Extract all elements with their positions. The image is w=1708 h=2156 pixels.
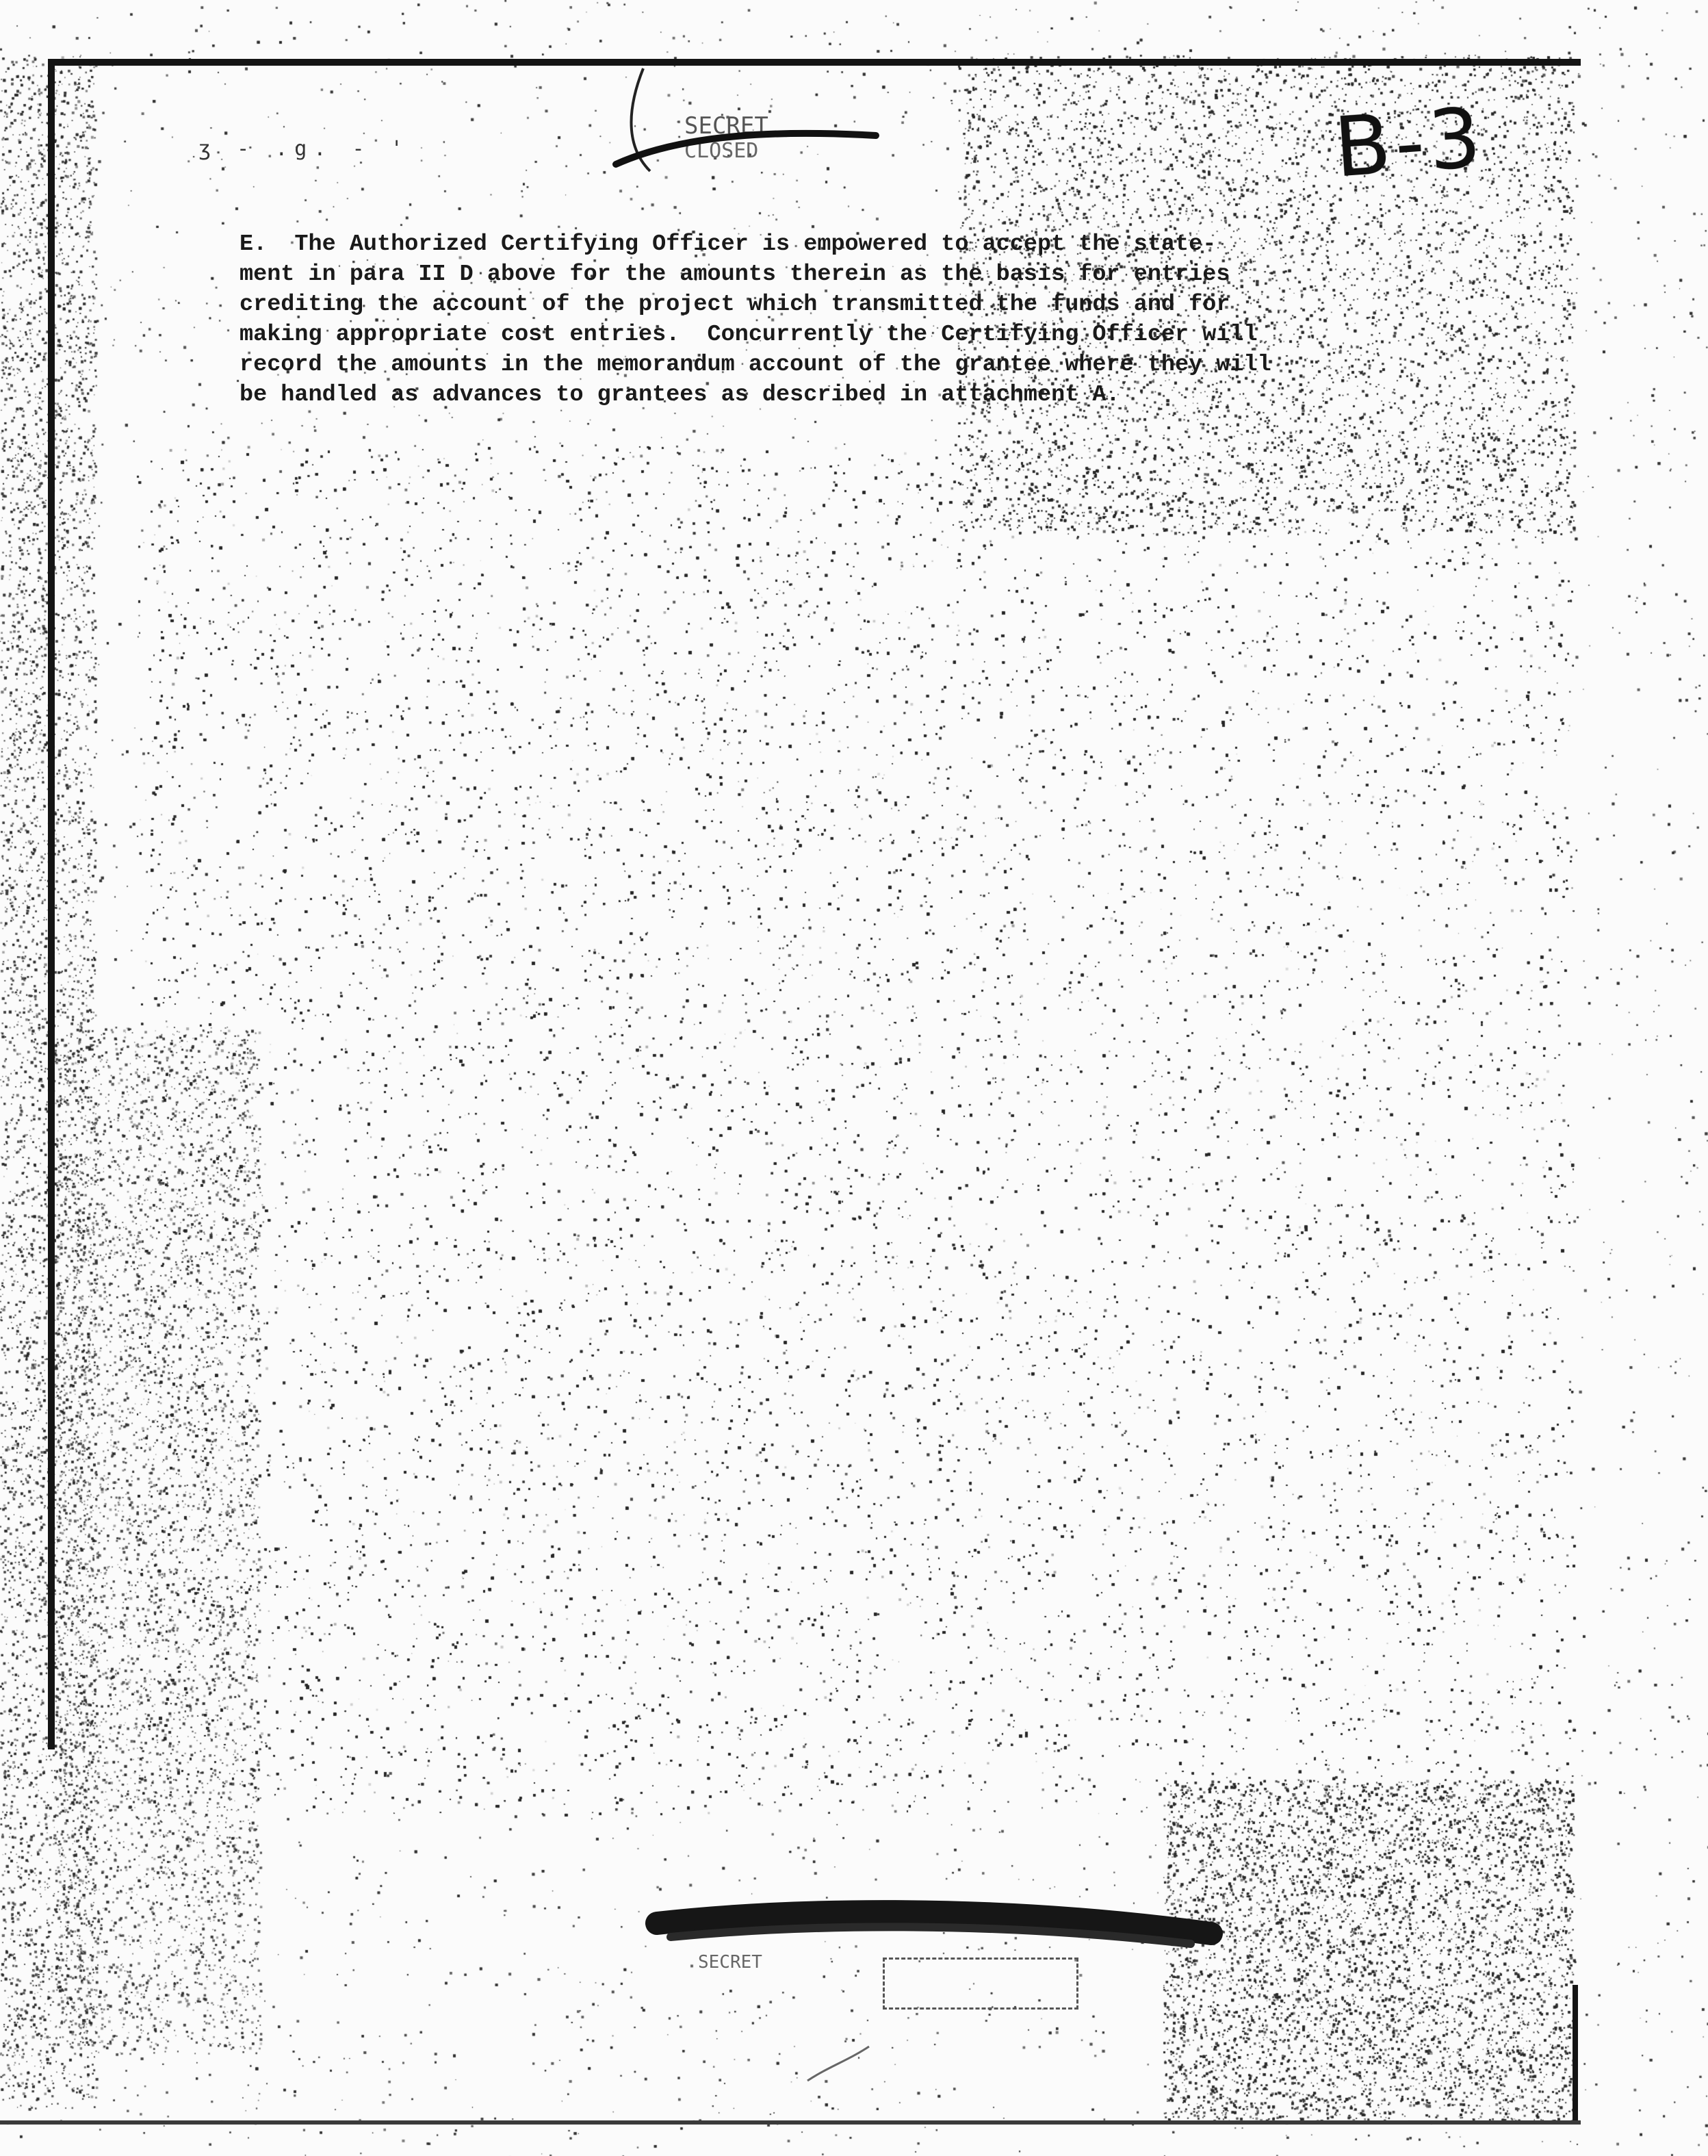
header-mark: ʒ - .g. - ' [198,137,410,161]
stamp-box [883,1958,1078,2010]
paragraph-line: E. The Authorized Certifying Officer is empowered to accept the state- [240,231,1217,257]
page-edge-left [48,59,55,1749]
classification-stamp-top [602,62,890,185]
svg-text:SECRET: SECRET [698,1952,762,1973]
svg-text:CLOSED: CLOSED [684,139,759,163]
page-edge-right [1573,1985,1578,2122]
paragraph-line: ment in para II D above for the amounts therein as the basis for entries [240,261,1230,287]
paragraph-line: be handled as advances to grantees as described in attachment A. [240,382,1120,408]
paragraph-line: crediting the account of the project which transmitted the funds and for [240,292,1230,318]
page-edge-bottom [0,2120,1581,2125]
paragraph-line: record the amounts in the memorandum account of the grantee where they will [240,352,1271,378]
paragraph-line: making appropriate cost entries. Concurrently the Certifying Officer will [240,322,1258,348]
paragraph-e [240,229,1430,410]
svg-text:SECRET: SECRET [684,112,768,140]
page-number: B-3 [1331,90,1488,196]
